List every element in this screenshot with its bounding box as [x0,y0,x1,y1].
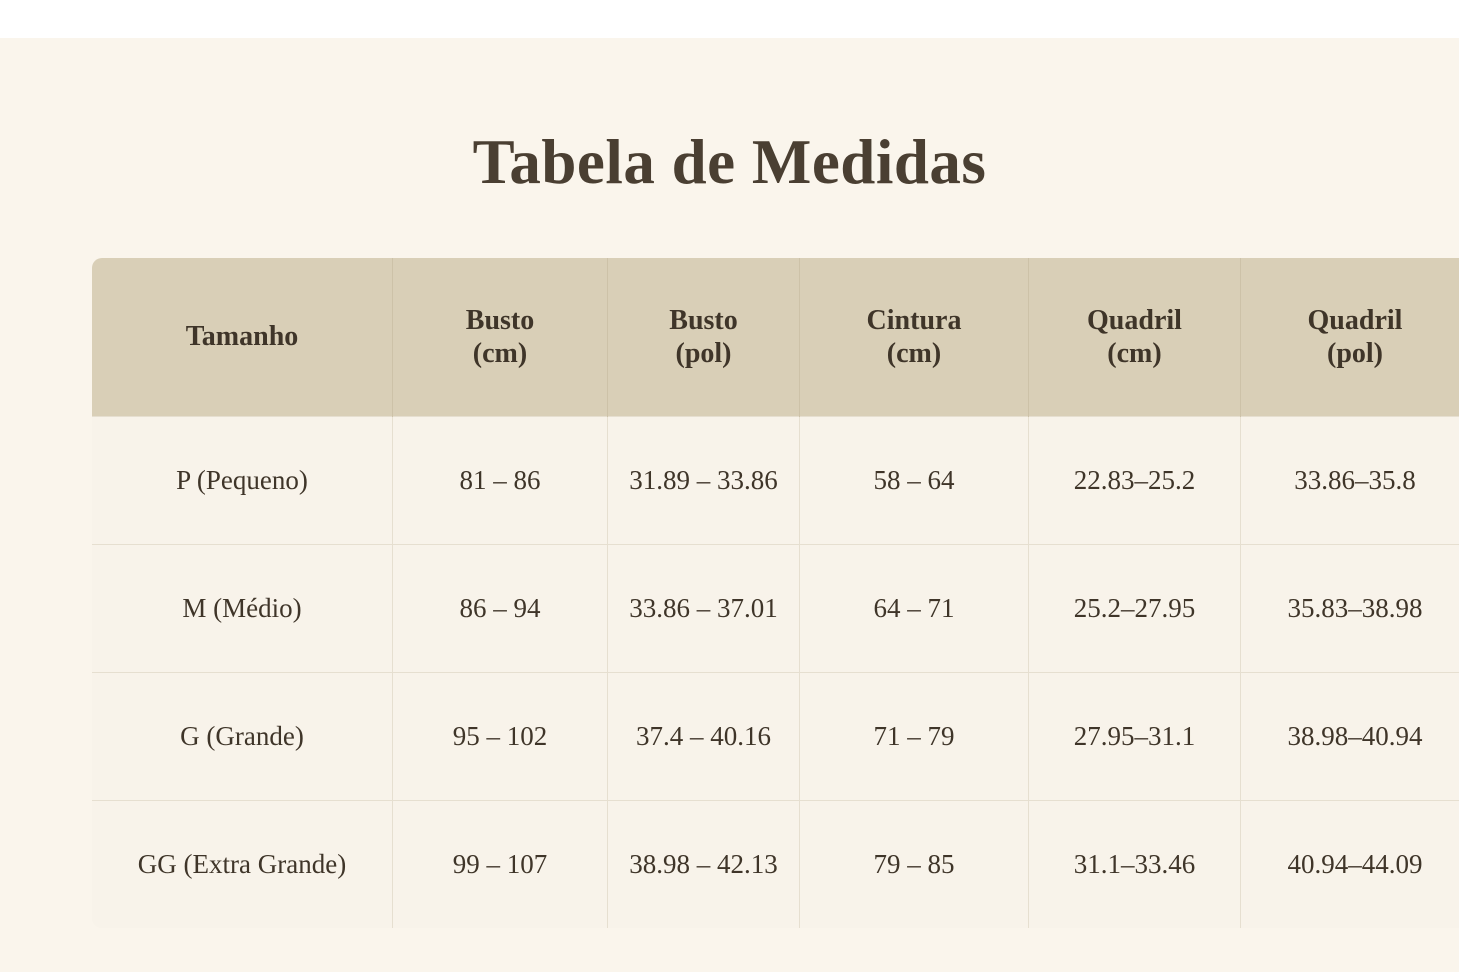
table-row [92,801,1459,929]
cell-size: GG (Extra Grande) [92,801,393,929]
page-title: Tabela de Medidas [472,127,987,197]
cell-bust-cm: 81 – 86 [393,417,608,545]
cell-hip-cm: 31.1–33.46 [1029,801,1241,929]
cell-hip-cm: 27.95–31.1 [1029,673,1241,801]
cell-waist-cm: 64 – 71 [800,545,1029,673]
cell-bust-in: 37.4 – 40.16 [608,673,800,801]
column-header-hip-in-line1: Quadril [1307,304,1403,336]
cell-size: M (Médio) [92,545,393,673]
cell-bust-in: 33.86 – 37.01 [608,545,800,673]
column-header-size-line1: Tamanho [185,321,299,353]
cell-bust-cm: 99 – 107 [393,801,608,929]
cell-hip-in: 35.83–38.98 [1241,545,1459,673]
column-header-hip-cm-line2: (cm) [1107,338,1162,369]
column-header-hip-in-line2: (pol) [1327,338,1383,369]
cell-hip-in: 38.98–40.94 [1241,673,1459,801]
table-header [92,258,1459,417]
cell-size: P (Pequeno) [92,417,393,545]
column-header-bust-cm [393,258,608,417]
table-row [92,545,1459,673]
column-header-bust-cm-line2: (cm) [472,338,528,369]
size-chart-table [92,258,1459,928]
cell-hip-in: 33.86–35.8 [1241,417,1459,545]
column-header-size [92,258,393,417]
column-header-bust-in-line2: (pol) [675,338,732,369]
table-header-row [92,258,1459,417]
cell-hip-cm: 25.2–27.95 [1029,545,1241,673]
column-header-waist-cm [800,258,1029,417]
cell-size: G (Grande) [92,673,393,801]
column-header-bust-in-line1: Busto [669,304,738,336]
column-header-bust-cm-line1: Busto [465,304,535,336]
cell-waist-cm: 58 – 64 [800,417,1029,545]
column-header-waist-cm-line1: Cintura [866,304,962,336]
table-row [92,417,1459,545]
size-chart-container [92,258,1423,928]
table-row [92,673,1459,801]
cell-bust-in: 31.89 – 33.86 [608,417,800,545]
cell-waist-cm: 79 – 85 [800,801,1029,929]
cell-bust-cm: 95 – 102 [393,673,608,801]
column-header-bust-in [608,258,800,417]
cell-hip-cm: 22.83–25.2 [1029,417,1241,545]
cell-bust-cm: 86 – 94 [393,545,608,673]
top-white-strip [0,0,1459,38]
column-header-waist-cm-line2: (cm) [886,338,942,369]
cell-hip-in: 40.94–44.09 [1241,801,1459,929]
column-header-hip-in [1241,258,1459,417]
cell-bust-in: 38.98 – 42.13 [608,801,800,929]
cell-waist-cm: 71 – 79 [800,673,1029,801]
column-header-hip-cm-line1: Quadril [1087,304,1182,336]
column-header-hip-cm [1029,258,1241,417]
table-body [92,417,1459,929]
